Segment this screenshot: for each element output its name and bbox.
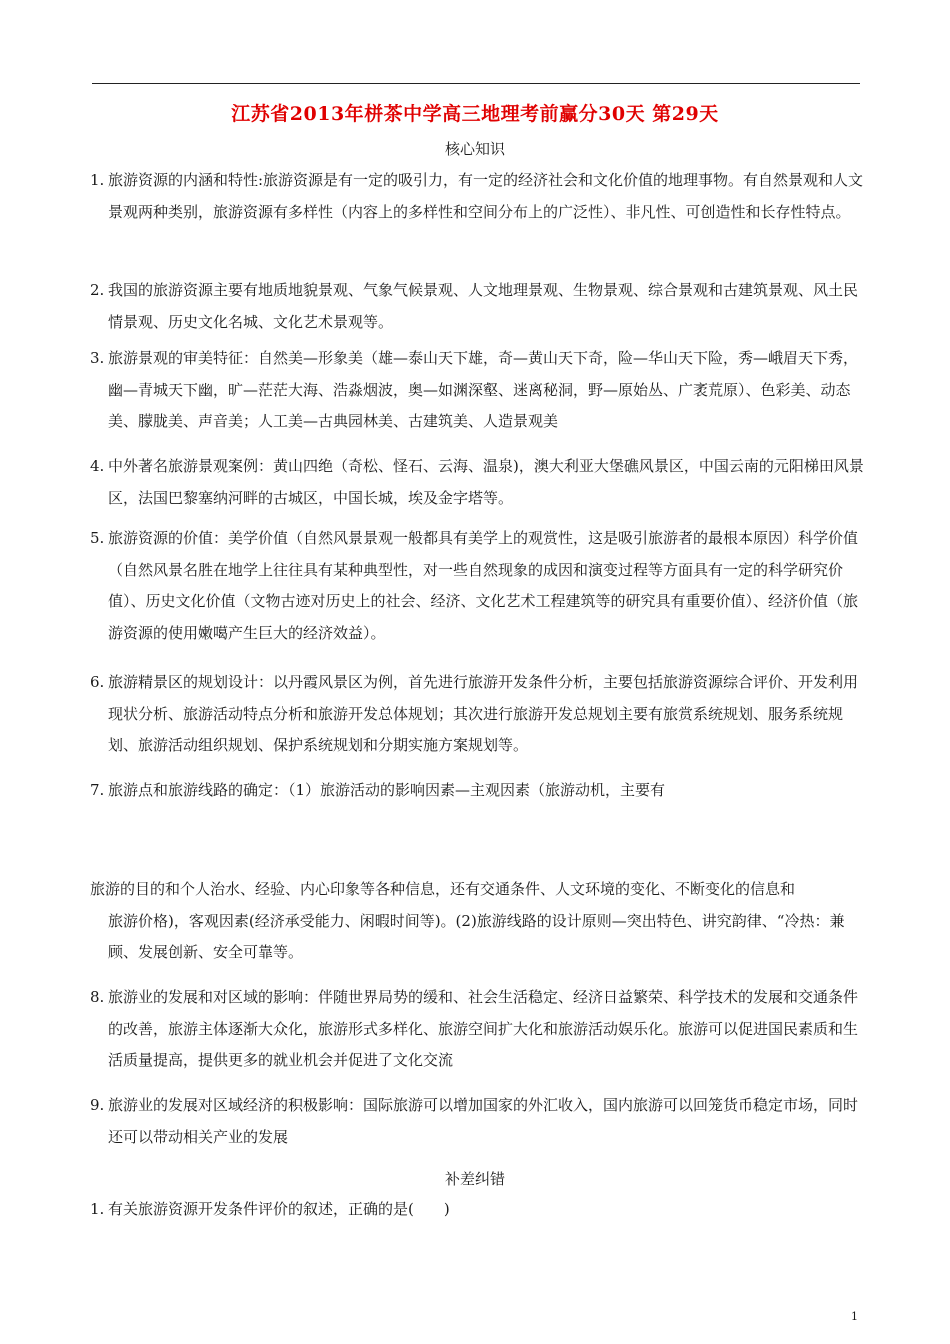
- item-text: 旅游资源的价值：美学价值（自然风景景观一般都具有美学上的观赏性，这是吸引旅游者的最根本原因）科学价值（自然风景名胜在地学上往往具有某种典型性，对一些自然现象的成因和演变过程等方面具有一定的科学研究价值）、历史文化价值（文物古迹对历史上的社会、经济、文化艺术工程建筑等的研究具有重要价值）、经济价值（旅游资源的使用嫩噶产生巨大的经济效益）。: [108, 529, 859, 642]
- item-number: 1.: [90, 171, 105, 189]
- item-number: 5.: [90, 529, 105, 547]
- item-text: 旅游资源的内涵和特性:旅游资源是有一定的吸引力，有一定的经济社会和文化价值的地理事物。有自然景观和人文景观两种类别，旅游资源有多样性（内容上的多样性和空间分布上的广泛性）、非凡性、可创造性和长存性特点。: [108, 171, 864, 221]
- list-item: [90, 343, 870, 438]
- document-title: 江苏省2013年栟茶中学高三地理考前赢分30天 第29天: [231, 103, 719, 125]
- item-text: 旅游业的发展对区域经济的积极影响：国际旅游可以增加国家的外汇收入，国内旅游可以回笼货币稳定市场，同时还可以带动相关产业的发展: [108, 1096, 859, 1146]
- item-text: 中外著名旅游景观案例：黄山四绝（奇松、怪石、云海、温泉)，澳大利亚大堡礁风景区，中国云南的元阳梯田风景区，法国巴黎塞纳河畔的古城区，中国长城，埃及金字塔等。: [108, 457, 864, 507]
- item-number: 6.: [90, 673, 105, 691]
- list-item: [90, 523, 870, 649]
- continuation-first-line: 旅游的目的和个人治水、经验、内心印象等各种信息，还有交通条件、人文环境的变化、不断变化的信息和: [90, 880, 796, 898]
- item-number: 8.: [90, 988, 105, 1006]
- list-item: [90, 451, 870, 514]
- section-heading-core: 核心知识: [444, 140, 505, 158]
- continuation-paragraph: [90, 874, 870, 969]
- list-item: [90, 275, 870, 338]
- item-number: 2.: [90, 281, 105, 299]
- list-item: [90, 1090, 870, 1153]
- list-item: [90, 775, 870, 807]
- list-item: [90, 165, 870, 228]
- item-number: 3.: [90, 349, 105, 367]
- continuation-text: 旅游价格)，客观因素(经济承受能力、闲暇时间等)。(2)旅游线路的设计原则—突出特色、讲究韵律、“冷热：兼顾、发展创新、安全可靠等。: [108, 911, 845, 961]
- section-heading-practice: 补差纠错: [444, 1170, 505, 1188]
- item-text: 旅游精景区的规划设计：以丹霞风景区为例，首先进行旅游开发条件分析，主要包括旅游资源综合评价、开发利用现状分析、旅游活动特点分析和旅游开发总体规划；其次进行旅游开发总规划主要有旅赏系统规划、服务系统规划、旅游活动组织规划、保护系统规划和分期实施方案规划等。: [108, 673, 859, 754]
- question-text: 有关旅游资源开发条件评价的叙述，正确的是( ): [108, 1200, 450, 1218]
- item-number: 4.: [90, 457, 105, 475]
- item-text: 我国的旅游资源主要有地质地貌景观、气象气候景观、人文地理景观、生物景观、综合景观和古建筑景观、风土民情景观、历史文化名城、文化艺术景观等。: [108, 281, 859, 331]
- item-text: 旅游业的发展和对区域的影响：伴随世界局势的缓和、社会生活稳定、经济日益繁荣、科学技术的发展和交通条件的改善，旅游主体逐渐大众化，旅游形式多样化、旅游空间扩大化和旅游活动娱乐化。旅游可以促进国民素质和生活质量提高，提供更多的就业机会并促进了文化交流: [108, 988, 859, 1069]
- question-item: [90, 1194, 870, 1226]
- item-number: 9.: [90, 1096, 105, 1114]
- item-number: 7.: [90, 781, 105, 799]
- list-item: [90, 667, 870, 762]
- item-text: 旅游点和旅游线路的确定：（1）旅游活动的影响因素—主观因素（旅游动机，主要有: [108, 781, 666, 799]
- header-rule: [92, 83, 860, 84]
- question-number: 1.: [90, 1200, 105, 1218]
- item-text: 旅游景观的审美特征：自然美—形象美（雄—泰山天下雄，奇—黄山天下奇，险—华山天下险，秀—峨眉天下秀，幽—青城天下幽，旷—茫茫大海、浩淼烟波，奥—如渊深壑、迷离秘洞，野—原始丛、广袤荒原）、色彩美、动态美、朦胧美、声音美；人工美—古典园林美、古建筑美、人造景观美: [108, 349, 859, 430]
- list-item: [90, 982, 870, 1077]
- page-number: 1: [851, 1310, 858, 1323]
